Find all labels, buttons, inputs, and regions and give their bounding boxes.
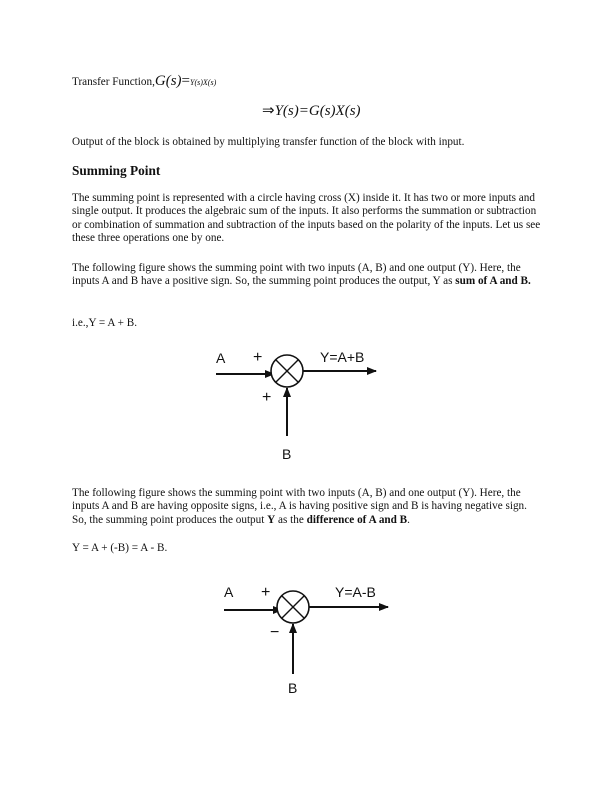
output-sentence: Output of the block is obtained by multiplying transfer function of the block with input. (72, 136, 465, 148)
output-formula (262, 101, 361, 120)
sign-b: − (270, 624, 280, 641)
output-label: Y=A-B (335, 584, 376, 600)
sign-a: + (261, 584, 271, 601)
implies-arrow: ⇒ (262, 103, 275, 119)
sum-paragraph-text: The following figure shows the summing point with two inputs (A, B) and one output (Y). Here, the inputs A and B have a positive sign. So, the summing point produces the output, Y as (72, 262, 521, 288)
intro-paragraph: The summing point is represented with a circle having cross (X) inside it. It has two or more inputs and single output. It produces the algebraic sum of the inputs. It also performs the summation or subtraction or combination of summation and subtraction of the inputs based on the polarity of the inputs. Let us see these three operations one by one. (72, 192, 541, 245)
output-label: Y=A+B (320, 349, 365, 365)
difference-paragraph-text: The following figure shows the summing point with two inputs (A, B) and one output (Y). Here, the inputs A and B are having opposite signs, i.e., A is having positive sign and B is having negative sign. So, the summing point produces the output (72, 487, 527, 526)
section-heading: Summing Point (72, 163, 161, 178)
input-b-label: B (282, 446, 292, 462)
sign-b: + (262, 389, 272, 406)
difference-paragraph-text-3: . (407, 513, 410, 526)
transfer-function-lhs: G(s) (154, 73, 182, 89)
difference-equation: Y = A + (-B) = A - B. (72, 542, 168, 554)
transfer-function-label: Transfer Function, (72, 76, 155, 88)
difference-bold-y: Y (267, 513, 276, 526)
transfer-function-line (72, 73, 216, 90)
formula-expression: Y(s)=G(s)X(s) (274, 103, 361, 119)
input-b-label: B (288, 680, 298, 696)
input-a-label: A (216, 350, 226, 366)
sign-a: + (253, 349, 263, 366)
summing-point-diagram-difference (218, 575, 418, 700)
difference-paragraph (72, 487, 542, 527)
sum-equation: i.e.,Y = A + B. (72, 317, 138, 329)
difference-bold-phrase: difference of A and B (306, 513, 408, 526)
input-a-label: A (224, 584, 234, 600)
sum-paragraph (72, 262, 542, 289)
difference-paragraph-text-2: as the (275, 513, 307, 526)
equals-sign: = (181, 73, 191, 89)
transfer-function-rhs: Y(s)X(s) (190, 78, 217, 87)
summing-point-diagram-sum (210, 340, 410, 465)
sum-paragraph-bold: sum of A and B. (455, 275, 531, 288)
